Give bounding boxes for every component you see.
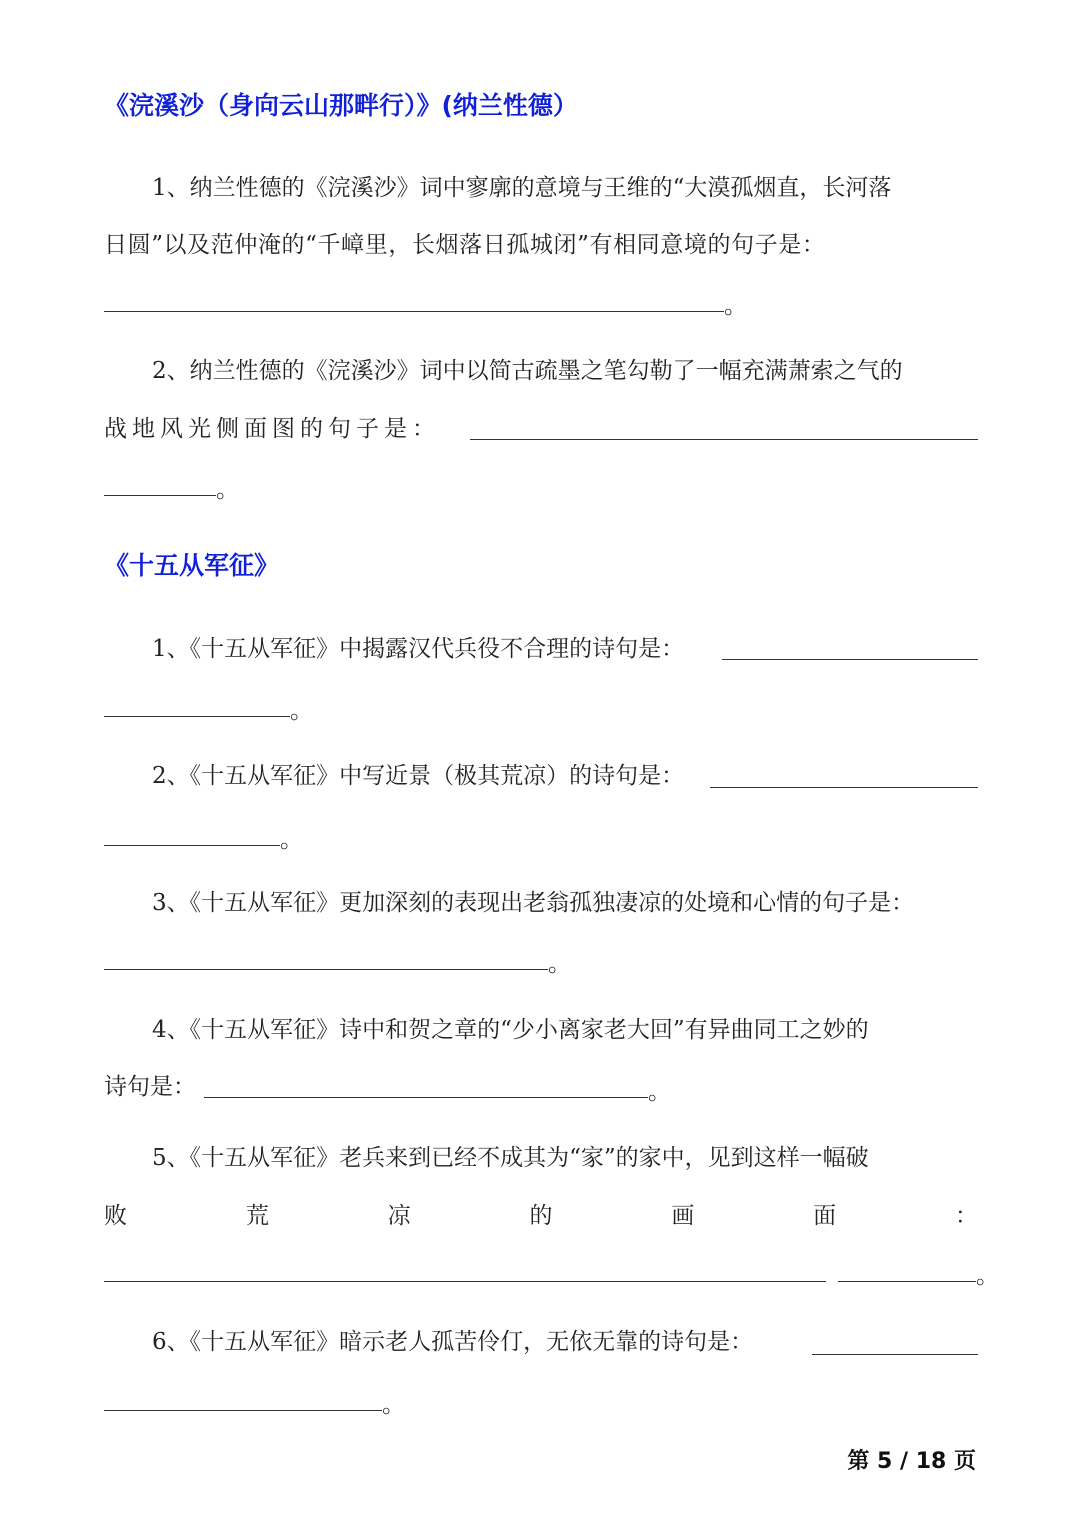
period: 。 bbox=[548, 951, 571, 977]
section-heading: 《十五从军征》 bbox=[104, 551, 280, 580]
period: 。 bbox=[724, 293, 747, 319]
spread-text-line bbox=[104, 1201, 978, 1231]
period: 。 bbox=[976, 1263, 999, 1289]
answer-blank bbox=[470, 439, 978, 440]
answer-blank bbox=[204, 1097, 648, 1098]
period: 。 bbox=[648, 1079, 671, 1105]
question-text: 1、《十五从军征》中揭露汉代兵役不合理的诗句是： bbox=[152, 636, 685, 662]
question-text: 1、纳兰性德的《浣溪沙》词中寥廓的意境与王维的“大漠孤烟直，长河落 bbox=[152, 175, 892, 201]
answer-blank bbox=[104, 1410, 382, 1411]
period: 。 bbox=[290, 698, 313, 724]
answer-blank bbox=[812, 1354, 978, 1355]
spread-char: 画 bbox=[671, 1203, 695, 1229]
answer-blank bbox=[104, 969, 548, 970]
answer-blank bbox=[838, 1281, 976, 1282]
answer-blank bbox=[722, 659, 978, 660]
period: 。 bbox=[216, 477, 239, 503]
question-text: 6、《十五从军征》暗示老人孤苦伶仃，无依无靠的诗句是： bbox=[152, 1329, 754, 1355]
question-text: 4、《十五从军征》诗中和贺之章的“少小离家老大回”有异曲同工之妙的 bbox=[152, 1017, 869, 1043]
spread-char: 凉 bbox=[387, 1203, 411, 1229]
question-text: 2、纳兰性德的《浣溪沙》词中以简古疏墨之笔勾勒了一幅充满萧索之气的 bbox=[152, 358, 903, 384]
spread-char: ： bbox=[954, 1203, 978, 1229]
question-text: 日圆”以及范仲淹的“千嶂里，长烟落日孤城闭”有相同意境的句子是： bbox=[104, 232, 826, 258]
section-heading: 《浣溪沙（身向云山那畔行）》(纳兰性德） bbox=[104, 91, 578, 120]
question-text: 诗句是： bbox=[104, 1074, 196, 1100]
spread-char: 的 bbox=[529, 1203, 553, 1229]
spread-char: 面 bbox=[813, 1203, 837, 1229]
question-text: 战地风光侧面图的句子是： bbox=[104, 416, 440, 442]
question-text: 5、《十五从军征》老兵来到已经不成其为“家”的家中，见到这样一幅破 bbox=[152, 1145, 869, 1171]
answer-blank bbox=[104, 311, 724, 312]
page-number: 第 5 / 18 页 bbox=[847, 1449, 976, 1474]
question-text: 3、《十五从军征》更加深刻的表现出老翁孤独凄凉的处境和心情的句子是： bbox=[152, 890, 915, 916]
answer-blank bbox=[104, 1281, 826, 1282]
answer-blank bbox=[710, 787, 978, 788]
answer-blank bbox=[104, 716, 290, 717]
question-text: 2、《十五从军征》中写近景（极其荒凉）的诗句是： bbox=[152, 763, 685, 789]
answer-blank bbox=[104, 495, 216, 496]
spread-char: 荒 bbox=[245, 1203, 269, 1229]
answer-blank bbox=[104, 845, 280, 846]
period: 。 bbox=[280, 827, 303, 853]
period: 。 bbox=[382, 1392, 405, 1418]
spread-char: 败 bbox=[104, 1203, 127, 1229]
